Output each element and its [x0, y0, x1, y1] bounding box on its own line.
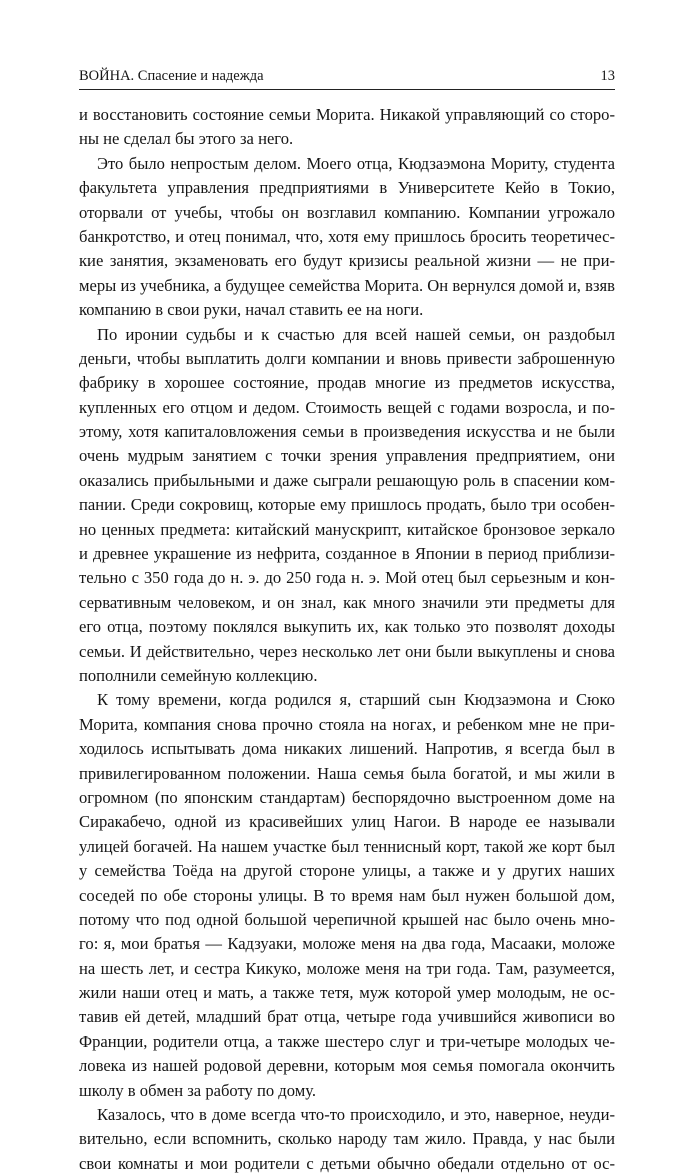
text-line: факультета управления предприятиями в Университете Кейо в Токио,	[79, 178, 615, 198]
text-line: но ценных предмета: китайский манускрипт, китайское бронзовое зеркало	[79, 519, 615, 539]
text-line: банкротство, и отец понимал, что, хотя ему пришлось бросить теоретичес-	[79, 226, 615, 246]
text-line: меры из учебника, а будущее семейства Морита. Он вернулся домой и, взяв	[79, 275, 615, 295]
text-line: кие занятия, экзаменовать его будут кризисы реальной жизни — не при-	[79, 251, 615, 271]
running-header	[79, 67, 615, 90]
text-line: этому, хотя капиталовложения семьи в произведения искусства и не были	[79, 422, 615, 442]
text-line: и древнее украшение из нефрита, созданное в Японии в период приблизи-	[79, 544, 615, 564]
text-line: улицей богачей. На нашем участке был теннисный корт, такой же корт был	[79, 836, 615, 856]
text-line: привилегированном положении. Наша семья была богатой, и мы жили в	[79, 763, 615, 783]
body-text	[79, 103, 615, 1176]
text-line: Казалось, что в доме всегда что-то происходило, и это, наверное, неуди-	[97, 1105, 615, 1125]
text-line: на шесть лет, и сестра Кикуко, моложе меня на три года. Там, разумеется,	[79, 958, 615, 978]
text-line: соседей по обе стороны улицы. В то время нам был нужен большой дом,	[79, 885, 615, 905]
text-line: Это было непростым делом. Моего отца, Кюдзаэмона Мориту, студента	[97, 153, 615, 173]
running-header-title: ВОЙНА. Спасение и надежда	[79, 68, 264, 84]
text-line: Морита, компания снова прочно стояла на ногах, и ребенком мне не при-	[79, 714, 615, 734]
text-line: вительно, если вспомнить, сколько народу там жило. Правда, у нас были	[79, 1129, 615, 1149]
text-line: го: я, мои братья — Кадзуаки, моложе меня на два года, Масааки, моложе	[79, 934, 615, 954]
text-line: школу в обмен за работу по дому.	[79, 1080, 317, 1100]
text-line: и восстановить состояние семьи Морита. Никакой управляющий со сторо-	[79, 105, 615, 124]
text-line: огромном (по японским стандартам) беспорядочно выстроенном доме на	[79, 787, 615, 807]
text-line: фабрику в хорошее состояние, продав многие из предметов искусства,	[79, 373, 615, 393]
text-line: потому что под одной большой черепичной крышей нас было очень мно-	[79, 909, 615, 929]
text-line: купленных его отцом и дедом. Стоимость вещей с годами возросла, и по-	[79, 397, 615, 417]
text-line: компанию в свои руки, начал ставить ее на ноги.	[79, 300, 424, 320]
text-line: сервативным человеком, и он знал, как много значили эти предметы для	[79, 592, 615, 612]
text-line: оказались прибыльными и даже сыграли решающую роль в спасении ком-	[79, 470, 615, 490]
text-line: Франции, родители отца, а также шестеро слуг и три-четыре молодых че-	[79, 1031, 615, 1051]
text-line: оторвали от учебы, чтобы он возглавил компанию. Компании угрожало	[79, 202, 615, 222]
text-line: свои комнаты и мои родители с детьми обычно обедали отдельно от ос-	[79, 1153, 615, 1173]
text-line: семьи. И действительно, через несколько лет они были выкуплены и снова	[79, 641, 615, 661]
text-line: ловека из нашей родовой деревни, которым моя семья помогала окончить	[79, 1056, 615, 1076]
text-line: По иронии судьбы и к счастью для всей нашей семьи, он раздобыл	[97, 324, 615, 344]
text-line: жили наши отец и мать, а также тетя, муж которой умер молодым, не ос-	[79, 983, 615, 1003]
text-line: тавив ей детей, младший брат отца, четыре года учившийся живописи во	[79, 1007, 615, 1027]
text-line: очень мудрым занятием с точки зрения управления предприятием, они	[79, 446, 615, 466]
text-line: Сиракабечо, одной из красивейших улиц Нагои. В народе ее называли	[79, 812, 615, 832]
text-line: пополнили семейную коллекцию.	[79, 665, 318, 685]
text-line: К тому времени, когда родился я, старший сын Кюдзаэмона и Сюко	[97, 690, 615, 710]
text-line: ходилось испытывать дома никаких лишений. Напротив, я всегда был в	[79, 739, 615, 759]
text-line: у семейства Тоёда на другой стороне улицы, а также и у других наших	[79, 861, 615, 881]
text-line: ны не сделал бы этого за него.	[79, 129, 294, 149]
page-number: 13	[600, 68, 615, 84]
text-line: деньги, чтобы выплатить долги компании и вновь привести заброшенную	[79, 348, 615, 368]
text-line: пании. Среди сокровищ, которые ему пришлось продать, было три особен-	[79, 495, 615, 515]
text-line: его отца, поэтому поклялся выкупить их, как только это позволят доходы	[79, 617, 615, 637]
text-line: тельно с 350 года до н. э. до 250 года н. э. Мой отец был серьезным и кон-	[79, 568, 615, 588]
